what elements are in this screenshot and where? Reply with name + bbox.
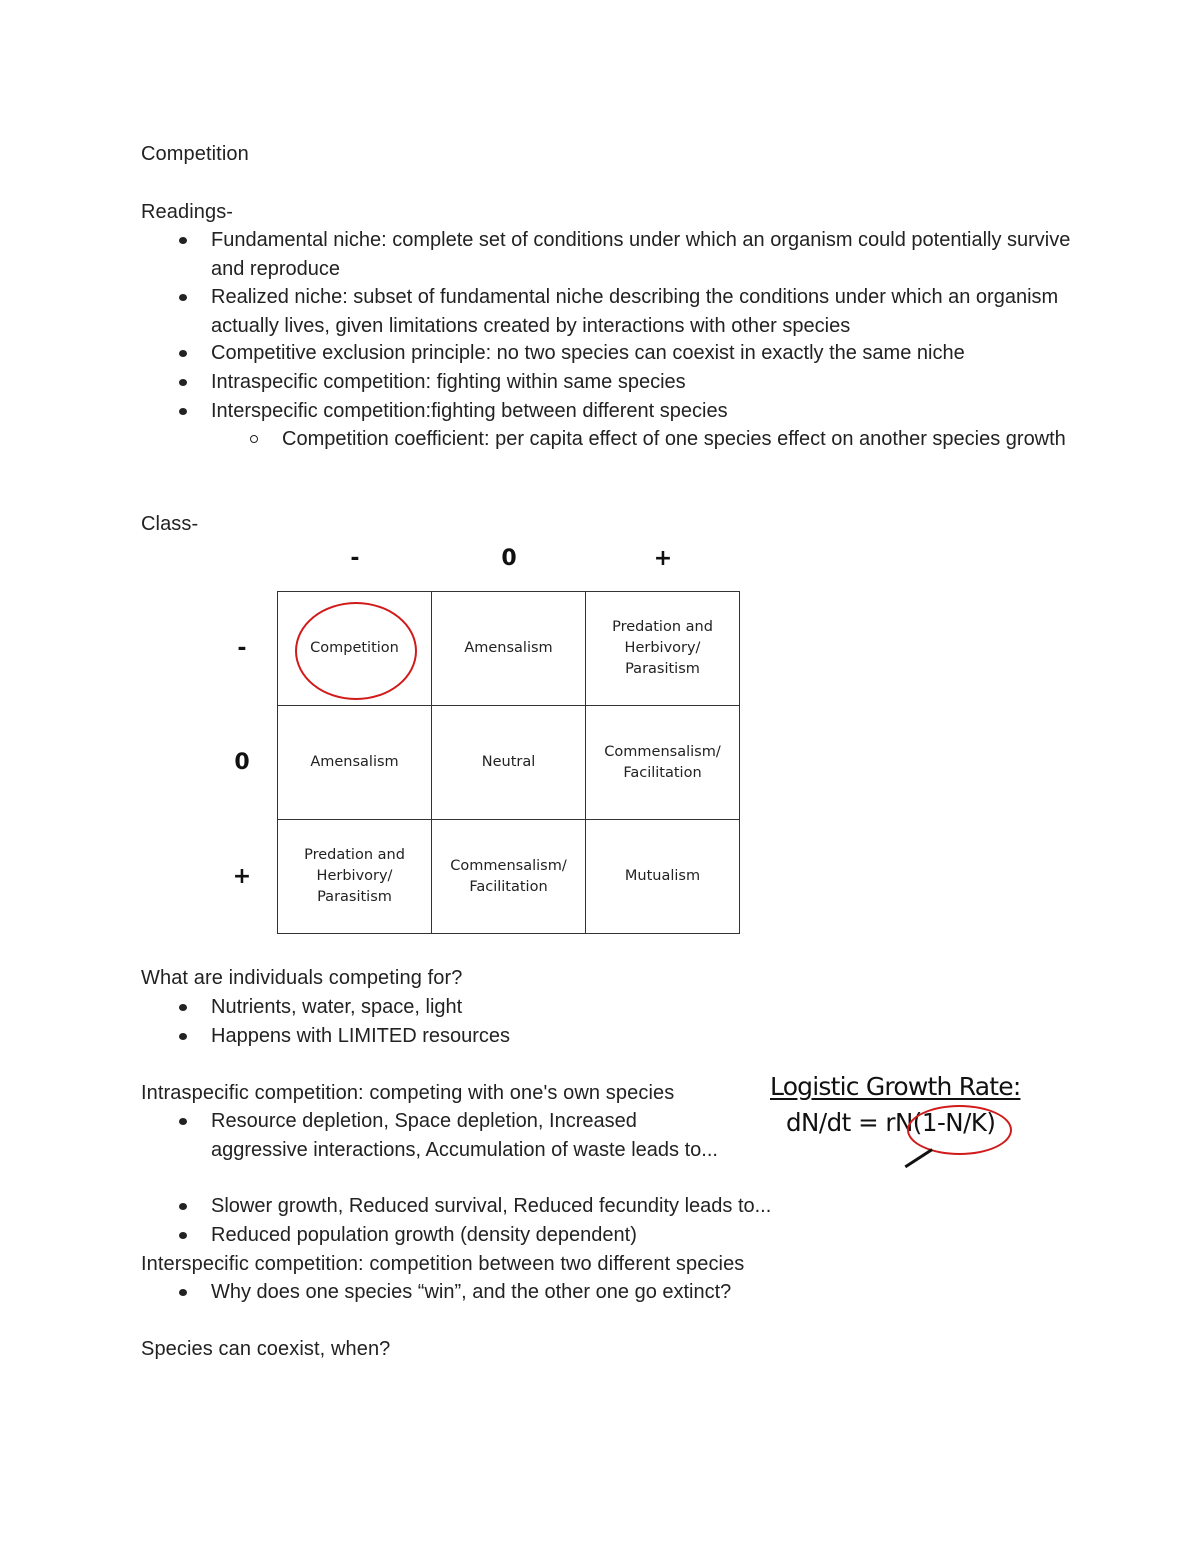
logistic-equation: dN/dt = rN(1-N/K) bbox=[786, 1108, 996, 1137]
intraspecific-heading: Intraspecific competition: competing with one's own species bbox=[141, 1082, 675, 1104]
matrix-cell: Amensalism bbox=[432, 592, 586, 706]
competition-highlight-circle bbox=[295, 602, 417, 700]
logistic-growth-figure bbox=[762, 1068, 1032, 1160]
reading-subitem-competition-coefficient: Competition coefficient: per capita effect of one species effect on another species growth bbox=[282, 425, 1072, 454]
coexist-question: Species can coexist, when? bbox=[141, 1338, 391, 1360]
competing-for-item: Nutrients, water, space, light bbox=[211, 993, 1071, 1022]
logistic-highlight-circle bbox=[907, 1105, 1012, 1155]
matrix-cell: Mutualism bbox=[586, 820, 740, 934]
matrix-cell: Predation and Herbivory/ Parasitism bbox=[586, 592, 740, 706]
intraspecific-item: Slower growth, Reduced survival, Reduced fecundity leads to... bbox=[211, 1192, 1071, 1221]
matrix-col-header: 0 bbox=[501, 546, 517, 571]
matrix-col-header: - bbox=[350, 546, 360, 571]
interspecific-heading: Interspecific competition: competition between two different species bbox=[141, 1253, 745, 1275]
intraspecific-item: Resource depletion, Space depletion, Increased aggressive interactions, Accumulation of waste leads to... bbox=[211, 1107, 731, 1164]
matrix-cell: Amensalism bbox=[278, 706, 432, 820]
matrix-row-header: - bbox=[237, 636, 247, 661]
matrix-cell: Neutral bbox=[432, 706, 586, 820]
competing-for-item: Happens with LIMITED resources bbox=[211, 1022, 1071, 1051]
reading-item-fundamental-niche: Fundamental niche: complete set of conditions under which an organism could potentially survive and reproduce bbox=[211, 226, 1071, 283]
matrix-cell: Competition bbox=[278, 592, 432, 706]
reading-item-intraspecific: Intraspecific competition: fighting within same species bbox=[211, 368, 1071, 397]
logistic-title: Logistic Growth Rate: bbox=[770, 1072, 1021, 1101]
competing-for-question: What are individuals competing for? bbox=[141, 967, 463, 989]
readings-heading: Readings- bbox=[141, 201, 234, 223]
matrix-cell: Commensalism/ Facilitation bbox=[586, 706, 740, 820]
matrix-cell: Commensalism/ Facilitation bbox=[432, 820, 586, 934]
matrix-col-header: + bbox=[653, 546, 673, 571]
intraspecific-item: Reduced population growth (density dependent) bbox=[211, 1221, 1071, 1250]
interaction-matrix bbox=[222, 540, 742, 945]
reading-item-competitive-exclusion: Competitive exclusion principle: no two species can coexist in exactly the same niche bbox=[211, 339, 1071, 368]
logistic-pointer-line bbox=[904, 1148, 932, 1168]
reading-item-realized-niche: Realized niche: subset of fundamental niche describing the conditions under which an organism actually lives, given limitations created by interactions with other species bbox=[211, 283, 1071, 340]
interspecific-item: Why does one species “win”, and the other one go extinct? bbox=[211, 1278, 1071, 1307]
page-title: Competition bbox=[141, 143, 249, 165]
reading-item-interspecific: Interspecific competition:fighting between different species bbox=[211, 397, 1071, 426]
matrix-row-header: 0 bbox=[234, 750, 250, 775]
matrix-cell: Predation and Herbivory/ Parasitism bbox=[278, 820, 432, 934]
class-heading: Class- bbox=[141, 513, 199, 535]
matrix-row-header: + bbox=[232, 864, 252, 889]
